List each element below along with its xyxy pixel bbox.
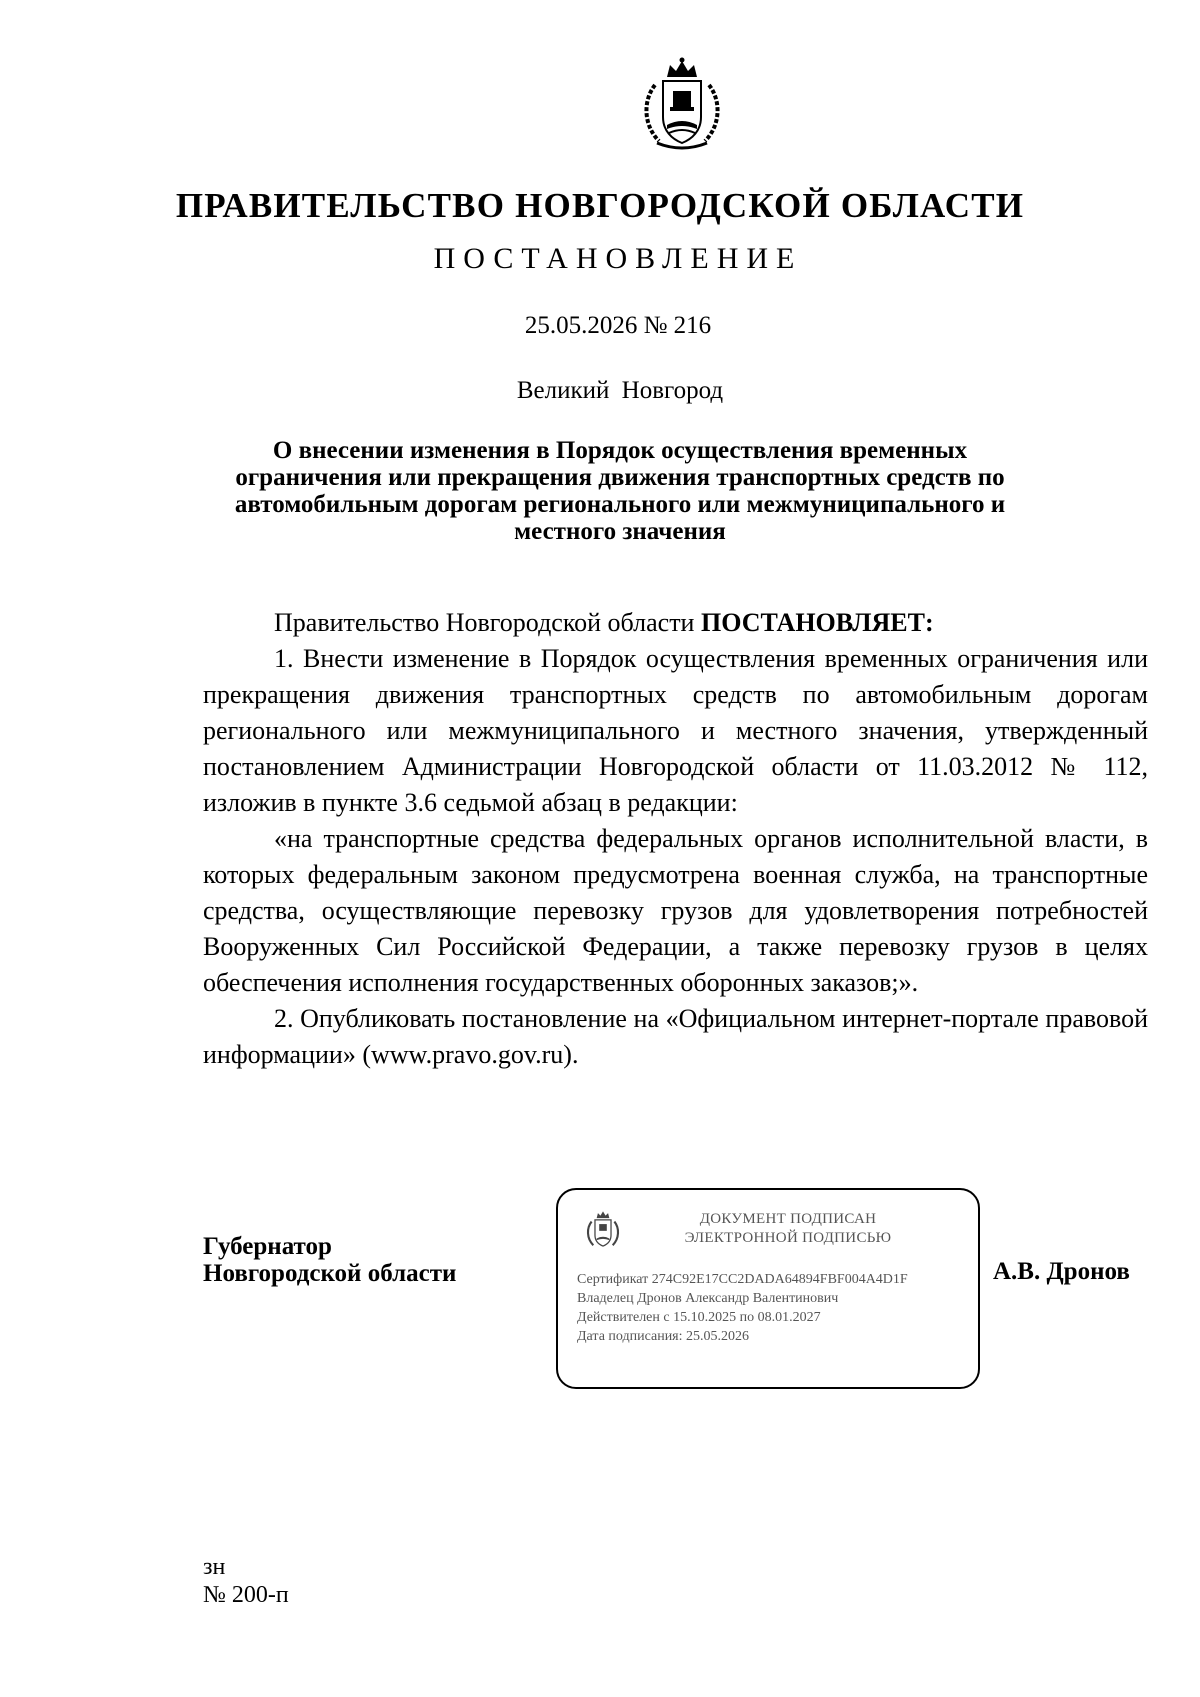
coat-of-arms-icon — [637, 55, 727, 155]
signatory-name: А.В. Дронов — [993, 1258, 1130, 1285]
signatory-title: Губернатор Новгородской области — [203, 1233, 457, 1287]
document-body — [203, 605, 1148, 1073]
paragraph-quote: «на транспортные средства федеральных органов исполнительной власти, в которых федеральным законом предусмотрена военная служба, на транспортные средства, осуществляющие перевозку грузов для удовлетворения потребностей Вооруженных Сил Российской Федерации, а также перевозку грузов в целях обеспечения исполнения государственных оборонных заказов;». — [203, 824, 1148, 997]
stamp-header: ДОКУМЕНТ ПОДПИСАН ЭЛЕКТРОННОЙ ПОДПИСЬЮ — [684, 1211, 892, 1246]
resolution-intro: Правительство Новгородской области ПОСТАНОВЛЯЕТ: — [274, 608, 934, 637]
paragraph-1: 1. Внести изменение в Порядок осуществления временных ограничения или прекращения движения транспортных средств по автомобильным дорогам регионального или межмуниципального и местного значения, утвержденный постановлением Администрации Новгородской области от 11.03.2012 № 112, изложив в пункте 3.6 седьмой абзац в редакции: — [203, 644, 1148, 817]
issue-city: Великий Новгород — [516, 377, 724, 404]
stamp-owner: Владелец Дронов Александр Валентинович — [577, 1291, 839, 1306]
footer-registration: зн № 200-п — [203, 1554, 289, 1608]
resolution-verb: ПОСТАНОВЛЯЕТ: — [700, 608, 934, 637]
paragraph-2: 2. Опубликовать постановление на «Официальном интернет-портале правовой информации» (www.pravo.gov.ru). — [203, 1004, 1148, 1069]
document-type: ПОСТАНОВЛЕНИЕ — [433, 242, 803, 275]
document-date-number: 25.05.2026 № 216 — [524, 312, 712, 339]
electronic-signature-stamp — [556, 1188, 980, 1389]
stamp-signed-date: Дата подписания: 25.05.2026 — [577, 1329, 750, 1344]
stamp-validity: Действителен с 15.10.2025 по 08.01.2027 — [577, 1310, 821, 1325]
government-name: ПРАВИТЕЛЬСТВО НОВГОРОДСКОЙ ОБЛАСТИ — [175, 186, 1025, 225]
stamp-details — [577, 1270, 908, 1346]
stamp-emblem-icon — [584, 1208, 622, 1252]
document-subject: О внесении изменения в Порядок осуществления временных ограничения или прекращения движения транспортных средств по автомобильным дорогам регионального или межмуниципального и местного значения — [234, 437, 1006, 545]
stamp-certificate: Сертификат 274C92E17CC2DADA64894FBF004A4D1F — [577, 1272, 908, 1287]
